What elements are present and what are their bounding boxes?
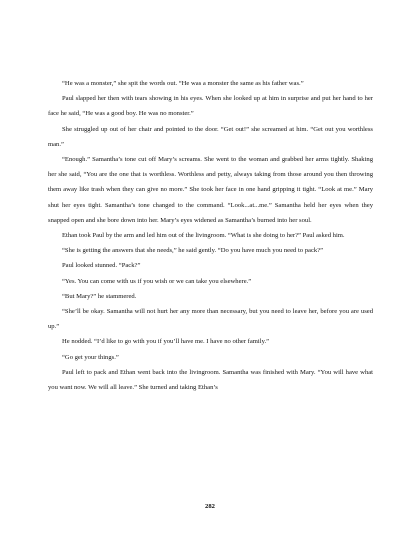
paragraph: Paul slapped her then with tears showing in his eyes. When she looked up at him in surprise and put her hand to her face he said, “He was a good boy. He was no monster.” [48,95,373,118]
paragraph: Paul left to pack and Ethan went back into the livingroom. Samantha was finished with Mary. “You will have what you want now. We will all leave.” She turned and taking Ethan’s [48,368,373,392]
paragraph: “She’ll be okay. Samantha will not hurt her any more than necessary, but you need to leave her, before you are used up.” [48,308,373,331]
page-body-text [48,76,373,395]
paragraph: “But Mary?” he stammered. [62,292,137,300]
paragraph: “She is getting the answers that she needs,” he said gently. “Do you have much you need to pack?” [62,247,324,255]
paragraph: “Yes. You can come with us if you wish or we can take you elsewhere.” [62,277,252,285]
paragraph: Paul looked stunned. “Pack?” [62,262,141,270]
paragraph: He nodded. “I’d like to go with you if you’ll have me. I have no other family.” [62,338,270,346]
paragraph: Ethan took Paul by the arm and led him out of the livingroom. “What is she doing to her?” Paul asked him. [62,232,345,240]
paragraph: She struggled up out of her chair and pointed to the door. “Get out!” she screamed at him. “Get out you worthless man.” [48,125,373,148]
paragraph: “He was a monster,” she spit the words out. “He was a monster the same as his father was.” [62,80,304,87]
page-number: 282 [205,503,215,510]
paragraph: “Go get your things.” [62,353,119,361]
paragraph: “Enough.” Samantha’s tone cut off Mary’s screams. She went to the woman and grabbed her arms tightly. Shaking her she said, “You are the one that is worthless. Worthless and petty, always taking from those around you then throwing them away like trash when they can give no more.” She took her face in one hand gripping it tight. “Look at me.” Mary shut her eyes tight. Samantha’s tone changed to the command. “Look...at...me.” Samantha held her eyes when they snapped open and she bore down into her. Mary’s eyes widened as Samantha’s burned into her soul. [48,156,373,224]
